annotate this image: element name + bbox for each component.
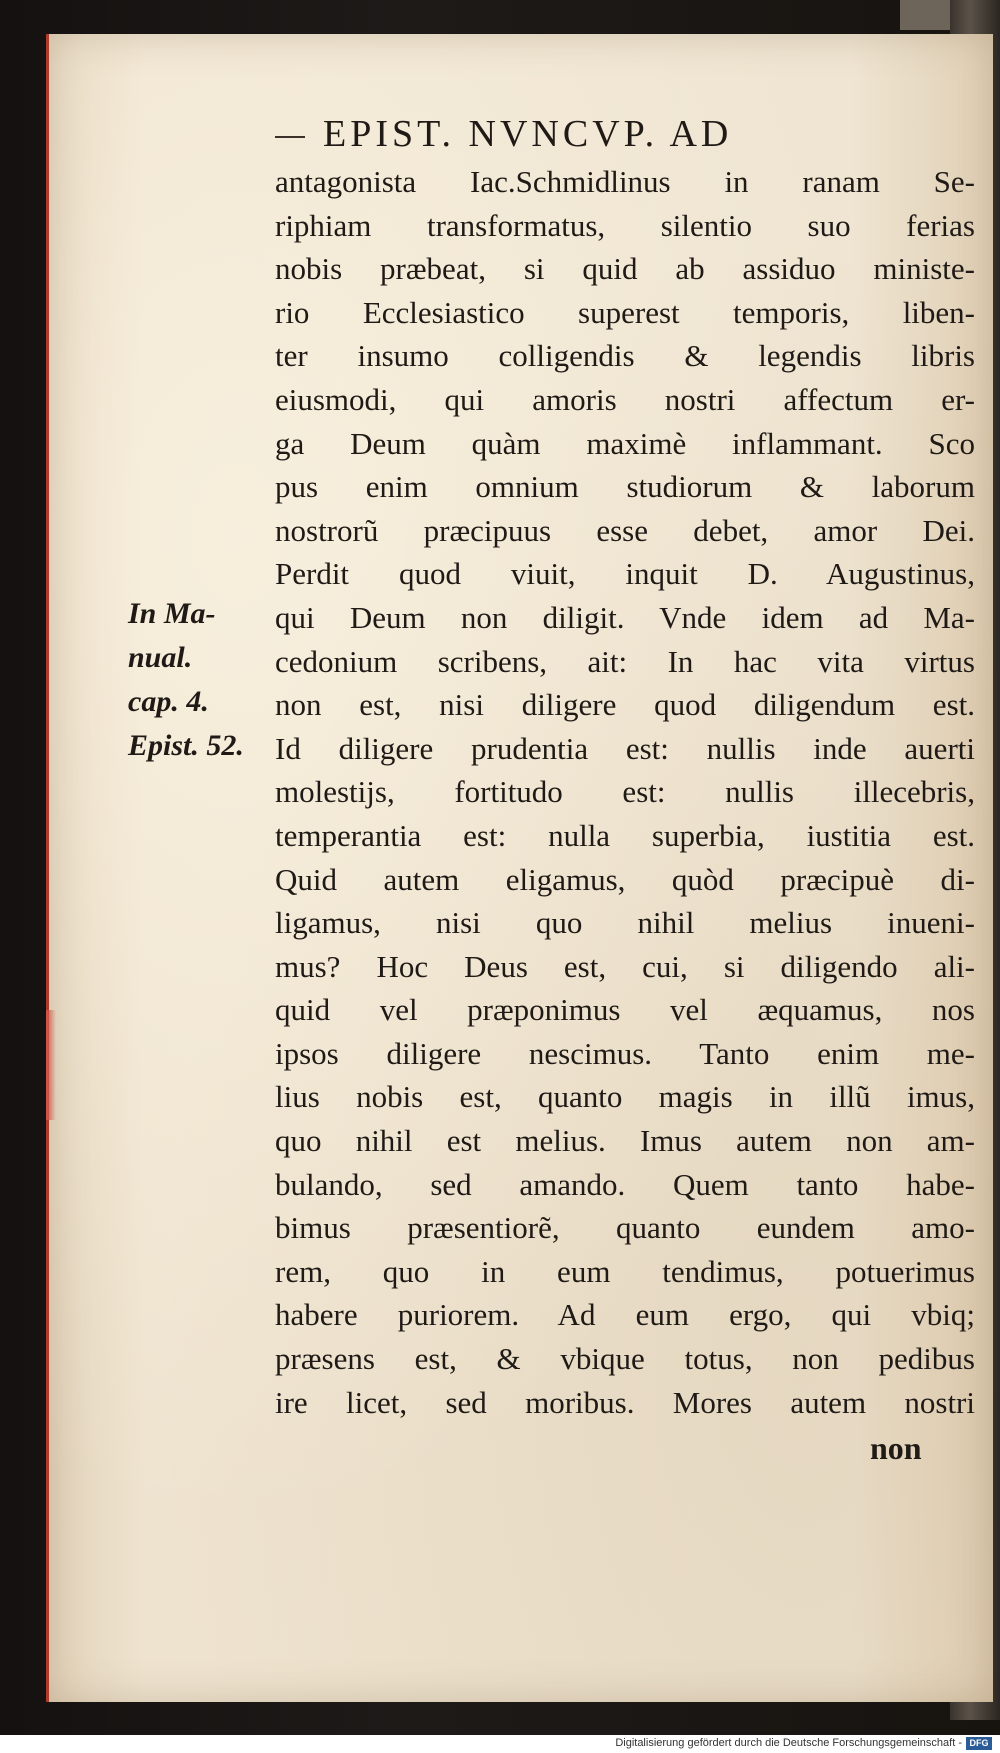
text-line: qui Deum non diligit. Vnde idem ad Ma- <box>275 599 975 635</box>
text-line: riphiam transformatus, silentio suo ferias <box>275 207 975 243</box>
catchword: non <box>870 1430 922 1466</box>
text-line: quo nihil est melius. Imus autem non am- <box>275 1123 975 1159</box>
text-line: eiusmodi, qui amoris nostri affectum er- <box>275 381 975 417</box>
head-dash <box>275 136 305 138</box>
text-line: mus? Hoc Deus est, cui, si diligendo ali- <box>275 948 975 984</box>
marginal-note: In Ma- <box>128 597 216 630</box>
text-line: ga Deum quàm maximè inflammant. Sco <box>275 425 975 461</box>
running-head <box>275 112 975 156</box>
footer-credit: Digitalisierung gefördert durch die Deutsche Forschungsgemeinschaft - <box>615 1737 962 1749</box>
text-line: quid vel præponimus vel æquamus, nos <box>275 992 975 1028</box>
text-line: ire licet, sed moribus. Mores autem nostri <box>275 1384 975 1420</box>
text-line: præsens est, & vbique totus, non pedibus <box>275 1341 975 1377</box>
text-line: molestijs, fortitudo est: nullis illecebris, <box>275 774 975 810</box>
text-line: Quid autem eligamus, quòd præcipuè di- <box>275 861 975 897</box>
text-line: Perdit quod viuit, inquit D. Augustinus, <box>275 556 975 592</box>
text-line: cedonium scribens, ait: In hac vita virtus <box>275 643 975 679</box>
marginal-note: cap. 4. <box>128 685 209 718</box>
text-line: habere puriorem. Ad eum ergo, qui vbiq; <box>275 1297 975 1333</box>
running-head-text: EPIST. NVNCVP. AD <box>323 113 733 155</box>
text-line: rem, quo in eum tendimus, potuerimus <box>275 1253 975 1289</box>
text-line: Id diligere prudentia est: nullis inde auerti <box>275 730 975 766</box>
text-line: rio Ecclesiastico superest temporis, liben- <box>275 294 975 330</box>
text-line: antagonista Iac.Schmidlinus in ranam Se- <box>275 164 975 199</box>
red-edge-stain <box>46 1010 56 1120</box>
text-line: lius nobis est, quanto magis in illũ imus, <box>275 1079 975 1115</box>
text-line: ligamus, nisi quo nihil melius inueni- <box>275 905 975 941</box>
text-line: temperantia est: nulla superbia, iustitia est. <box>275 817 975 853</box>
marginal-note: nual. <box>128 641 193 674</box>
text-line: pus enim omnium studiorum & laborum <box>275 469 975 505</box>
text-line: nobis præbeat, si quid ab assiduo ministe- <box>275 251 975 287</box>
text-line: bimus præsentiorẽ, quanto eundem amo- <box>275 1210 975 1246</box>
text-line: non est, nisi diligere quod diligendum est. <box>275 687 975 723</box>
dfg-logo-icon: DFG <box>966 1737 992 1750</box>
text-line: nostrorũ præcipuus esse debet, amor Dei. <box>275 512 975 548</box>
text-line: bulando, sed amando. Quem tanto habe- <box>275 1166 975 1202</box>
text-line: ipsos diligere nescimus. Tanto enim me- <box>275 1035 975 1071</box>
marginal-notes <box>128 592 278 768</box>
text-line: ter insumo colligendis & legendis libris <box>275 338 975 374</box>
marginal-note: Epist. 52. <box>128 729 244 762</box>
body-text <box>275 160 975 1424</box>
